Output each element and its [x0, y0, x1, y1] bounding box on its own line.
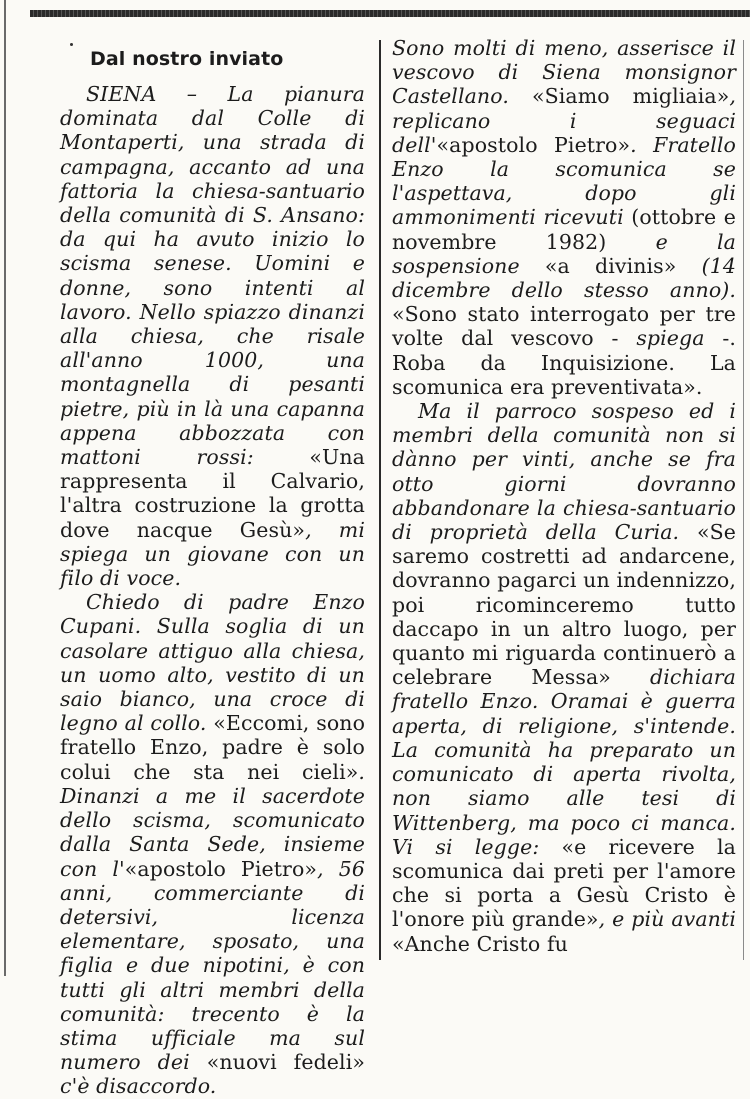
italic-text-run: , mi spiega un giovane con un filo di voce.: [60, 517, 365, 591]
roman-text-run: «Se saremo costretti ad andarcene, dovranno pagarci un indennizzo, poi ricominceremo tutto daccapo in un altro luogo, per quanto mi riguarda continuerò a celebrare Messa»: [392, 520, 736, 690]
italic-text-run: . Fratello Enzo la scomunica se l'aspettava, dopo gli ammonimenti ricevuti: [392, 132, 736, 230]
article-paragraph: [392, 399, 736, 956]
page-left-edge-rule: [4, 0, 6, 976]
article-paragraph: [392, 36, 736, 399]
roman-text-run: -. Roba da Inquisizione. La scomunica era preventivata».: [392, 326, 736, 399]
page-right-edge-rule: [743, 40, 744, 960]
italic-text-run: c'è disaccordo.: [60, 1074, 217, 1099]
article-headline: Dal nostro inviato: [90, 48, 284, 70]
roman-text-run: «Anche Cristo fu: [392, 931, 568, 956]
italic-text-run: e la sospensione: [392, 229, 736, 278]
top-decorative-rule: [30, 10, 750, 17]
roman-text-run: «Sono stato interrogato per tre volte dal vescovo -: [392, 302, 736, 351]
roman-text-run: «apostolo Pietro»: [124, 856, 318, 881]
right-column-paragraphs: [392, 36, 736, 956]
italic-text-run: Chiedo di padre Enzo Cupani. Sulla soglia di un casolare attiguo alla chiesa, un uomo alto, vestito di un saio bianco, una croce di legno al collo.: [60, 590, 365, 736]
italic-text-run: (14 dicembre dello stesso anno).: [392, 253, 737, 303]
article-paragraph: [60, 82, 365, 590]
roman-text-run: «a divinis»: [544, 253, 677, 278]
column-divider: [379, 40, 381, 960]
left-column-paragraphs: [60, 82, 365, 1099]
italic-text-run: , replicano i seguaci dell': [392, 84, 736, 157]
italic-text-run: Sono molti di meno, asserisce il vescovo di Siena monsignor Castellano.: [392, 36, 736, 109]
roman-text-run: «e ricevere la scomunica dai preti per l'amore che si porta a Gesù Cristo è l'onore più grande»: [392, 834, 737, 932]
roman-text-run: «Siamo migliaia»: [531, 84, 730, 109]
italic-text-run: Ma il parroco sospeso ed i membri della comunità non si dànno per vinti, anche se fra otto giorni dovranno abbandonare la chiesa-santuario di proprietà della Curia.: [392, 399, 736, 545]
italic-text-run: SIENA – La pianura dominata dal Colle di Montaperti, una strada di campagna, accanto ad una fattoria la chiesa-santuario della comunità di S. Ansano: da qui ha avuto inizio lo scisma senese. Uomini e donne, sono intenti al lavoro. Nello spiazzo dinanzi alla chiesa, che risale all'anno 1000, una montagnella di pesanti pietre, più in là una capanna appena abbozzata con mattoni rossi:: [60, 82, 365, 470]
italic-text-run: dichiara fratello Enzo. Oramai è guerra aperta, di religione, s'intende. La comunità ha preparato un comunicato di aperta rivolta, non siamo alle tesi di Wittenberg, ma poco ci manca. Vi si legge:: [392, 665, 736, 859]
italic-text-run: , e più avanti: [598, 907, 736, 932]
roman-text-run: «Eccomi, sono fratello Enzo, padre è solo colui che sta nei cieli»: [60, 711, 366, 784]
italic-text-run: , 56 anni, commerciante di detersivi, licenza elementare, sposato, una figlia e due nipotini, è con tutti gli altri membri della comunità: trecento è la stima ufficiale ma sul numero dei: [60, 856, 365, 1075]
article-column-left: [60, 36, 365, 1099]
italic-text-run: spiega: [636, 326, 705, 351]
roman-text-run: «Una rappresenta il Calvario, l'altra costruzione la grotta dove nacque Gesù»: [60, 445, 365, 542]
italic-text-run: . Dinanzi a me il sacerdote dello scisma, scomunicato dalla Santa Sede, insieme con l': [60, 759, 365, 881]
roman-text-run: (ottobre e novembre 1982): [392, 205, 736, 254]
roman-text-run: «apostolo Pietro»: [436, 132, 631, 157]
roman-text-run: «nuovi fedeli»: [206, 1050, 365, 1075]
article-column-right: [392, 36, 736, 956]
article-paragraph: [60, 590, 365, 1098]
